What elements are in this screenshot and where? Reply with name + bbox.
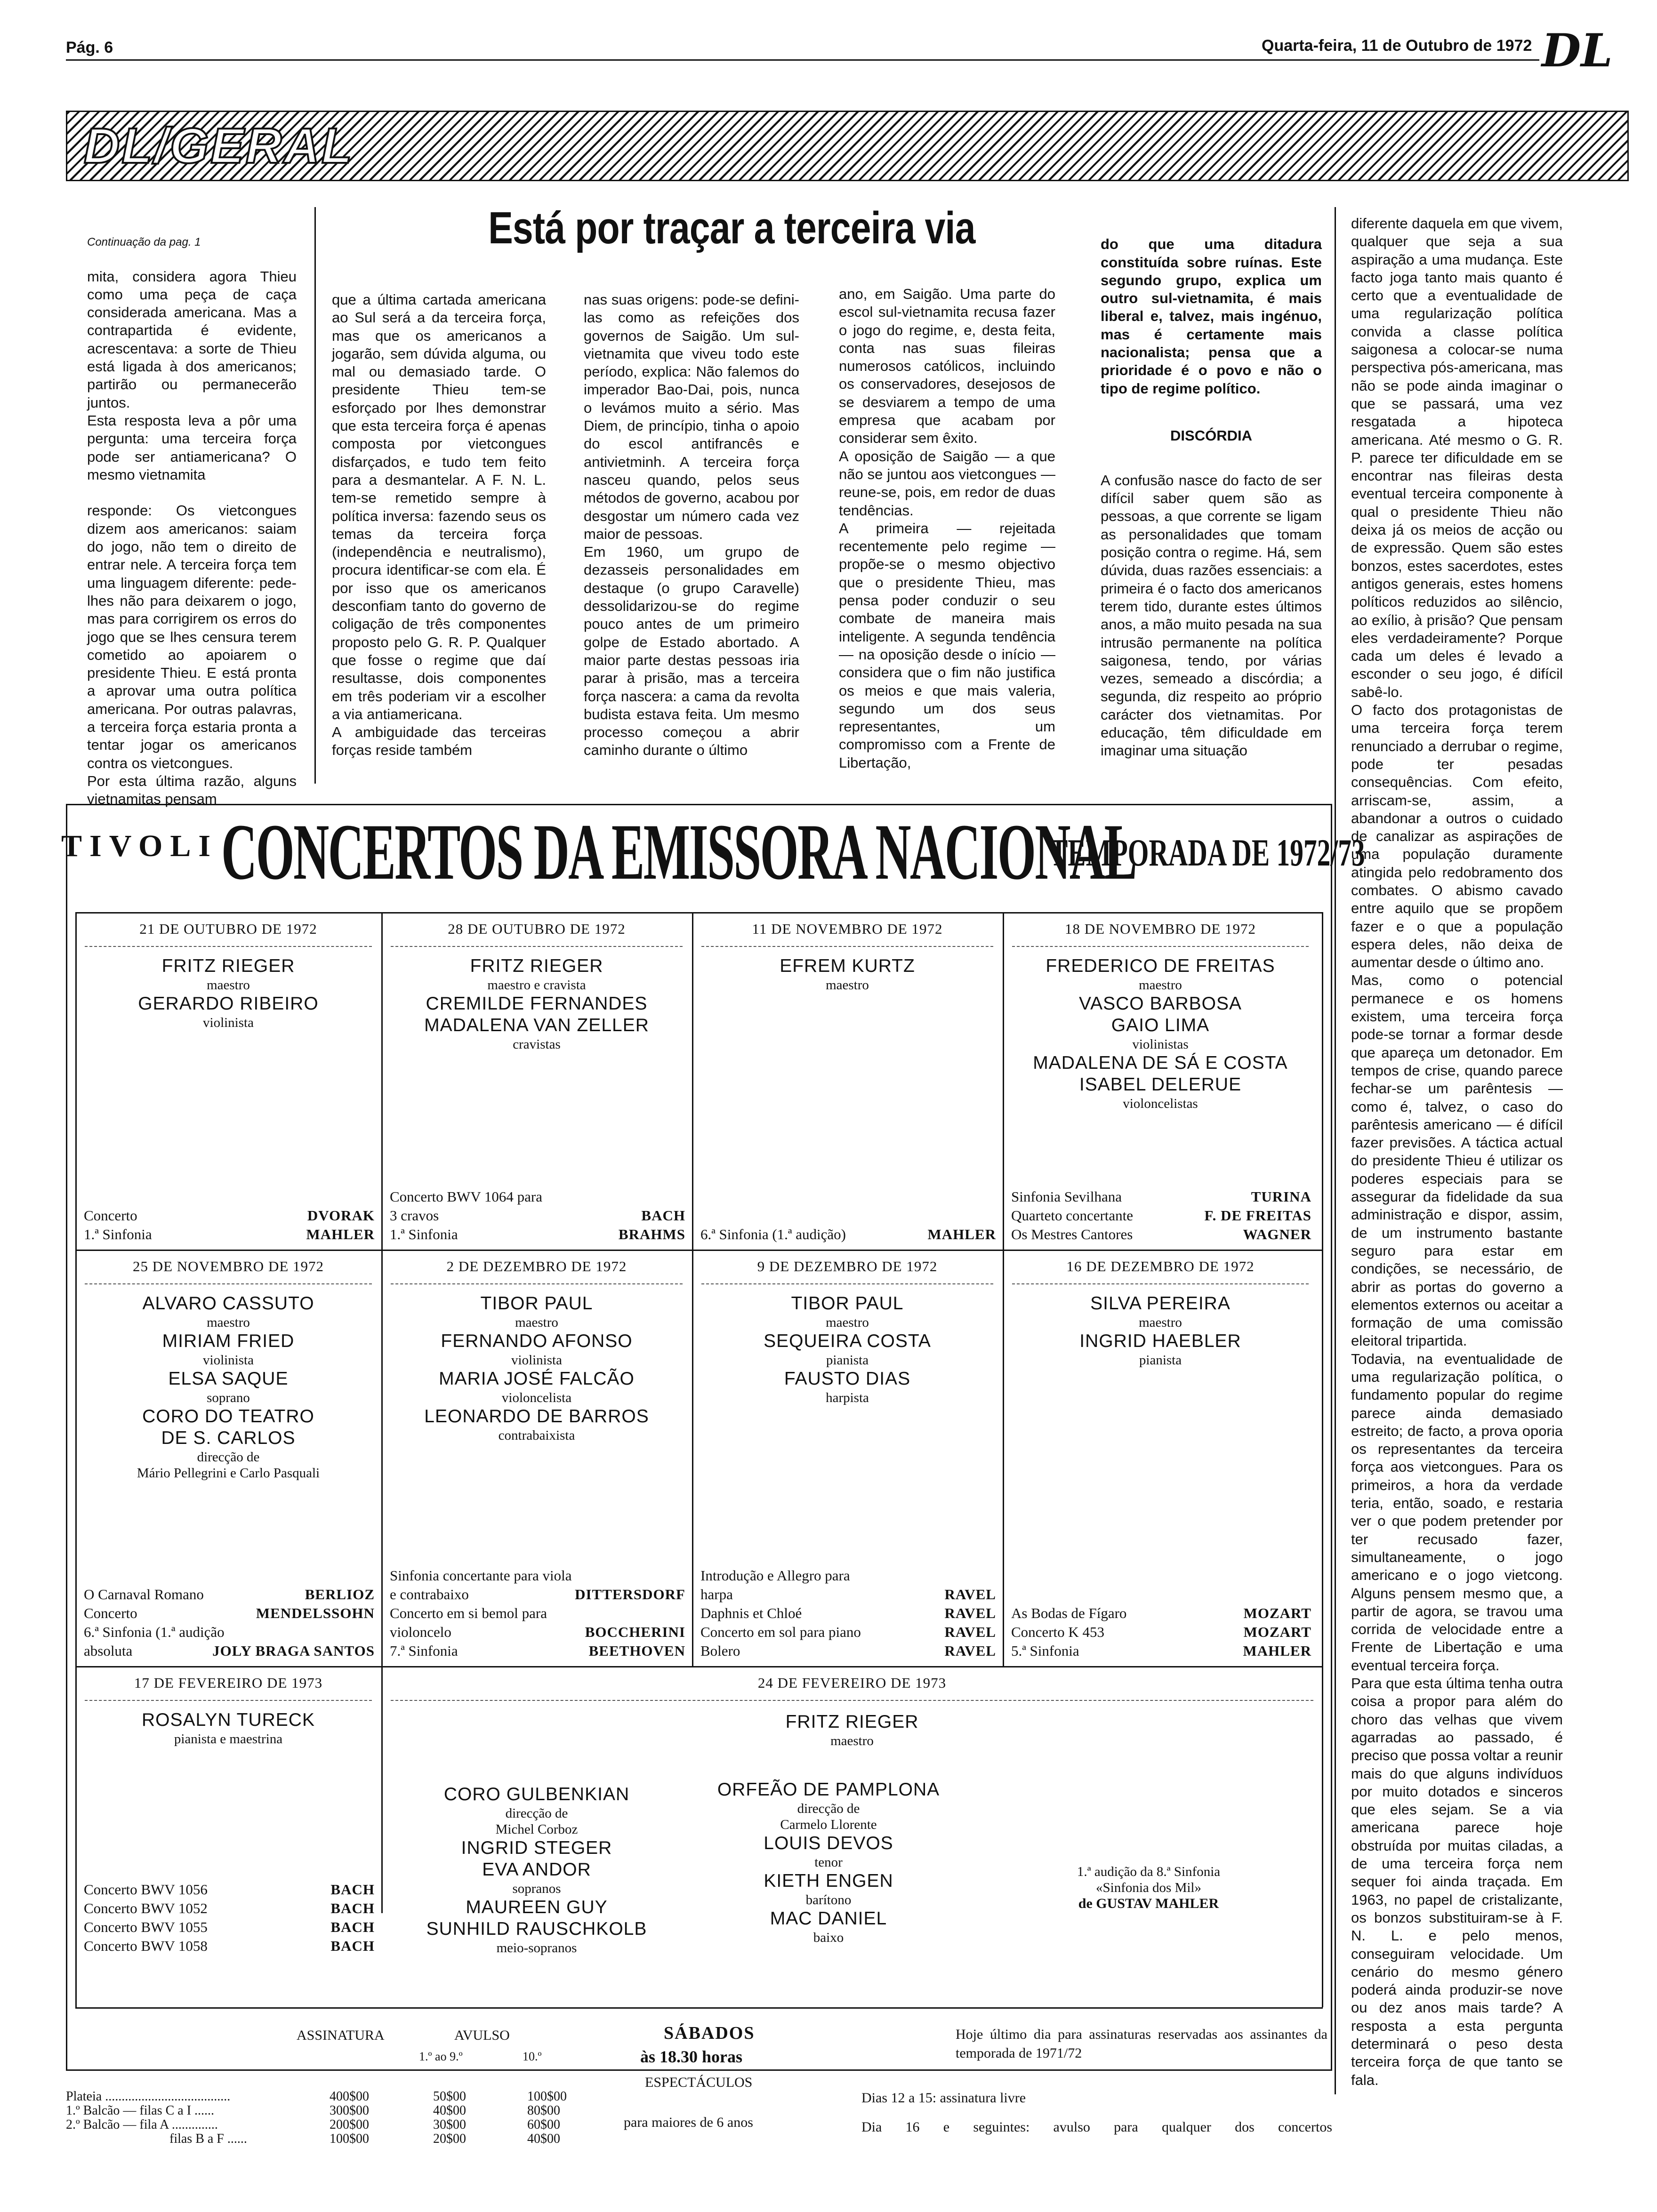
concert-cell [692, 912, 1003, 1250]
concert-date: 25 DE NOVEMBRO DE 1972 [132, 1258, 324, 1274]
performer-name: SILVA PEREIRA [1090, 1293, 1231, 1314]
subscription-header: ASSINATURA [297, 2028, 385, 2043]
performer-name: ORFEÃO DE PAMPLONA [717, 1779, 940, 1800]
concert-date: 24 DE FEVEREIRO DE 1973 [757, 1675, 947, 1691]
article-column-5 [1101, 217, 1322, 785]
program-item [390, 1206, 685, 1225]
price-cell: 2.º Balcão — fila A .............. [66, 2117, 218, 2132]
performer-name: ISABEL DELERUE [1079, 1074, 1242, 1095]
article-column-2 [332, 291, 546, 785]
performer-role: violinistas [1132, 1037, 1189, 1052]
concert-date: 16 DE DEZEMBRO DE 1972 [1066, 1258, 1255, 1274]
choir-directors: Mário Pellegrini e Carlo Pasquali [137, 1466, 320, 1481]
program-item [84, 1918, 375, 1937]
work-title: 6.ª Sinfonia (1.ª audição [84, 1624, 225, 1640]
performer-role: barítono [805, 1892, 852, 1907]
performer-role: maestro [826, 978, 869, 993]
composer: MOZART [1243, 1605, 1311, 1621]
work-title: 1.ª Sinfonia [390, 1226, 458, 1242]
concert-date: 2 DE DEZEMBRO DE 1972 [446, 1258, 627, 1274]
price-cell: 20$00 [433, 2132, 466, 2146]
performers [1003, 955, 1318, 1112]
performer-role: harpista [826, 1390, 869, 1405]
program-item [1011, 1206, 1311, 1225]
price-cell: 100$00 [527, 2089, 567, 2104]
work-title: 3 cravos [390, 1207, 439, 1224]
single-ticket-header: AVULSO [454, 2028, 510, 2043]
performer-role: Michel Corboz [495, 1822, 578, 1837]
article-headline: Está por traçar a terceira via [488, 203, 975, 253]
performers [1003, 1293, 1318, 1368]
performer-name: ALVARO CASSUTO [142, 1293, 314, 1314]
work-title: Concerto BWV 1058 [84, 1938, 208, 1954]
composer: BEETHOVEN [588, 1643, 685, 1659]
work-title: Os Mestres Cantores [1011, 1226, 1133, 1242]
work-line: 1.ª audição da 8.ª Sinfonia [1077, 1864, 1221, 1879]
work-title: 7.ª Sinfonia [390, 1643, 458, 1659]
range-header: 1.º ao 9.º [419, 2050, 463, 2063]
program-item [84, 1642, 375, 1660]
composer: BRAHMS [618, 1226, 685, 1242]
work-title: As Bodas de Fígaro [1011, 1605, 1127, 1621]
performer-name: INGRID HAEBLER [1079, 1331, 1241, 1351]
concert-cell [381, 1666, 1323, 2007]
work-title: Sinfonia Sevilhana [1011, 1188, 1122, 1205]
performer-name: LOUIS DEVOS [764, 1833, 893, 1853]
work-line: «Sinfonia dos Mil» [1096, 1880, 1201, 1895]
program [1011, 1604, 1311, 1660]
performer-name: GERARDO RIBEIRO [138, 994, 319, 1014]
price-cell: 400$00 [330, 2089, 369, 2104]
work-title: O Carnaval Romano [84, 1586, 204, 1603]
divider [85, 946, 372, 947]
performer-name: EFREM KURTZ [780, 956, 915, 976]
season-label: TEMPORADA DE 1972/73 [1050, 831, 1365, 874]
program-item [390, 1225, 685, 1244]
work-title: harpa [700, 1586, 733, 1603]
price-cell: 300$00 [330, 2103, 369, 2118]
schedule-time: às 18.30 horas [640, 2047, 743, 2066]
performer-role: maestro e cravista [487, 978, 586, 993]
performers [381, 1293, 692, 1443]
performer-role: violinista [203, 1353, 254, 1368]
program-item [84, 1585, 375, 1604]
performer-role: maestro [1139, 1315, 1182, 1330]
performers [75, 955, 381, 1031]
performer-role: meio-sopranos [496, 1940, 577, 1956]
article-column-3 [584, 291, 799, 785]
subscription-note: Hoje último dia para assinaturas reservadas aos assinantes da temporada de 1971/72 [956, 2027, 1327, 2061]
work-title: e contrabaixo [390, 1586, 469, 1603]
program-item [1011, 1623, 1311, 1642]
performer-name: FRITZ RIEGER [785, 1712, 919, 1732]
price-cell: filas B a F ...... [169, 2132, 247, 2146]
performer-name: EVA ANDOR [482, 1859, 591, 1880]
performer-role: pianista e maestrina [174, 1731, 283, 1747]
performer-role: maestro [1139, 978, 1182, 993]
article-column-1 [87, 217, 297, 808]
article-column-4 [839, 285, 1055, 784]
composer: BACH [330, 1900, 375, 1916]
performer-name: MAUREEN GUY [466, 1897, 608, 1917]
performer-role: violoncelista [501, 1390, 572, 1405]
program-item [1011, 1604, 1311, 1623]
performer-role: pianista [826, 1353, 869, 1368]
composer: F. DE FREITAS [1204, 1207, 1311, 1224]
performers [75, 1293, 381, 1481]
composer: BACH [330, 1881, 375, 1898]
price-cell: Plateia ...................................... [66, 2089, 231, 2104]
program-item [84, 1604, 375, 1623]
concert-cell [75, 912, 381, 1250]
work-title: absoluta [84, 1643, 133, 1659]
work-title: Quarteto concertante [1011, 1207, 1134, 1224]
concert-date: 17 DE FEVEREIRO DE 1973 [134, 1675, 323, 1691]
divider [391, 1700, 1313, 1701]
work-title: Concerto BWV 1056 [84, 1881, 208, 1898]
column-rule [314, 207, 316, 784]
performer-role: violinista [511, 1353, 562, 1368]
performer-name: CORO GULBENKIAN [443, 1784, 630, 1804]
work-title: Concerto em sol para piano [700, 1624, 861, 1640]
grid-rule [75, 2007, 1323, 2009]
composer: JOLY BRAGA SANTOS [212, 1643, 375, 1659]
composer: DVORAK [307, 1207, 375, 1224]
composer: WAGNER [1243, 1226, 1311, 1242]
divider [85, 1283, 372, 1284]
program-item [84, 1225, 375, 1244]
composer: MAHLER [927, 1226, 996, 1242]
last-concert-header: 10.º [523, 2050, 542, 2063]
concert-date: 21 DE OUTUBRO DE 1972 [139, 921, 317, 937]
work-title: Introdução e Allegro para [700, 1567, 850, 1584]
divider [391, 946, 683, 947]
subscription-note: Dia 16 e seguintes: avulso para qualquer dos concertos [861, 2119, 1332, 2135]
performer-role: maestro [207, 978, 250, 993]
composer: RAVEL [944, 1624, 996, 1640]
performers [692, 955, 1003, 993]
performers-right [692, 1779, 965, 1946]
work-title: 1.ª Sinfonia [84, 1226, 152, 1242]
program-item [700, 1623, 996, 1642]
article-text: do que uma ditadura constituída sobre ruínas. Este segundo grupo, explica um outro sul-vietnamita, é mais liberal e, talvez, mais ingénuo, mas é certamente mais nacionalista; pensa que a prioridade é o povo e não o tipo de regime político. [1101, 236, 1322, 397]
composer: BACH [330, 1919, 375, 1935]
work-title: 5.ª Sinfonia [1011, 1643, 1079, 1659]
program-item [84, 1899, 375, 1918]
program [700, 1225, 996, 1244]
performer-role: violinista [203, 1015, 254, 1030]
subheading: DISCÓRDIA [1170, 427, 1252, 444]
program-item [700, 1566, 996, 1585]
article-text: diferente daquela em que vivem, qualquer que seja a sua aspiração a uma mudança. Este facto joga tanto mais quanto é certo que a eventualidade de uma regularização política convida a classe política saigonesa a colocar-se numa perspectiva pós-americana, mas não se pode ainda imaginar o que se passará, uma vez resgatada a hipoteca americana. Até mesmo o G. R. P. parece ter dificuldade em se encontrar nas fileiras desta eventual terceira componente à qual o presidente Thieu não deixa já os meios de acção ou de expressão. Quem são estes bonzos, estes sacerdotes, estes antigos generais, estes homens políticos reduzidos ao silêncio, ao exílio, à prisão? Que pensam eles verdadeiramente? Porque cada um deles é levado a esconder o seu jogo, é difícil sabê-lo. O facto dos protagonistas de uma terceira força terem renunciado a derrubar o regime, pode ter pesadas consequências. Com efeito, arriscam-se, assim, a abandonar a outros o cuidado de canalizar as aspirações de uma população duramente atingida pelo redobramento dos combates. O abismo cavado entre aquilo que se propõem fazer e o que a população espera deles, não deixa de aumentar desde o último ano. Mas, como o potencial permanece e os homens existem, uma terceira força pode-se tornar a formar desde que apareça um detonador. Em tempos de crise, quando parece fechar-se um parêntesis — como é, talvez, o caso do parêntesis americano — é difícil fazer previsões. A táctica actual do presidente Thieu é utilizar os poderes especiais para se assegurar da fidelidade da sua administração e dispor, assim, de um instrumento bastante seguro para estar em condições, se necessário, de abrir as portas do governo a elementos externos ou aceitar a formação de uma comissão eleitoral tripartida. Todavia, na eventualidade de uma regularização política, o fundamento popular do regime parece ainda demasiado estreito; de facto, a prova oporia os representantes da terceira força aos vietcongues. Para os primeiros, a hora da verdade teria, então, soado, e restaria ver o que podem pretender por ter recusado fazer, simultaneamente, o jogo americano e o jogo vietcong. Alguns pensem mesmo que, a partir de agora, se travou uma corrida de velocidade entre a Frente de Libertação e uma eventual terceira força. Para que esta última tenha outra coisa a propor para além do choro das velhas que vivem agarradas ao passado, é preciso que possa voltar a reunir mais do que alguns indivíduos por muito dotados e sinceros que eles sejam. Se a via americana parece hoje obstruída por muitas ciladas, a de uma terceira força nem sequer foi ainda traçada. Em 1963, no papel de cristalizante, os bonzos substituiram-se à F. N. L. e pelo menos, conseguiram velocidade. Um cenário do mesmo género poderá ainda produzir-se nove ou dez anos mais tarde? A resposta a esta pergunta determinará o peso desta terceira força de que tanto se fala. [1351, 215, 1563, 2088]
performer-role: maestro [830, 1733, 874, 1748]
composer: BACH [641, 1207, 685, 1224]
performer-role: contrabaixista [498, 1428, 575, 1443]
concert-cell [75, 1250, 381, 1666]
conductor [381, 1711, 1323, 1749]
program-item [390, 1187, 685, 1206]
program [84, 1585, 375, 1660]
program [700, 1566, 996, 1660]
performer-role: cravistas [513, 1037, 561, 1052]
program-item [84, 1880, 375, 1899]
performer-role: Carmelo Llorente [780, 1817, 877, 1832]
divider [701, 946, 993, 947]
performer-name: DE S. CARLOS [161, 1428, 296, 1448]
performer-name: FRITZ RIEGER [161, 956, 295, 976]
divider [391, 1283, 683, 1284]
performer-role: sopranos [512, 1881, 561, 1896]
work-title: Concerto em si bemol para [390, 1605, 547, 1621]
performer-name: VASCO BARBOSA [1078, 994, 1242, 1014]
performer-role: pianista [1139, 1353, 1182, 1368]
composer: BERLIOZ [305, 1586, 375, 1603]
performer-role: soprano [207, 1390, 250, 1405]
performer-name: SEQUEIRA COSTA [764, 1331, 931, 1351]
performer-role: maestro [515, 1315, 558, 1330]
price-cell: 1.º Balcão — filas C a I ...... [66, 2103, 215, 2118]
work-title: Concerto [84, 1207, 137, 1224]
concert-cell [75, 1666, 381, 2007]
work-title: Concerto BWV 1052 [84, 1900, 208, 1916]
header-rule [66, 59, 1539, 61]
performer-name: ELSA SAQUE [168, 1369, 289, 1389]
performer-name: CORO DO TEATRO [142, 1406, 314, 1427]
performer-name: CREMILDE FERNANDES [426, 994, 648, 1014]
program-item [1011, 1187, 1311, 1206]
performer-name: FRITZ RIEGER [470, 956, 603, 976]
concert-cell [381, 1250, 692, 1666]
performer-name: TIBOR PAUL [480, 1293, 593, 1314]
performer-name: MIRIAM FRIED [162, 1331, 295, 1351]
composer: MAHLER [1243, 1643, 1311, 1659]
performer-name: MAC DANIEL [770, 1908, 887, 1929]
performers [381, 955, 692, 1052]
work [993, 1864, 1304, 1912]
composer: DITTERSDORF [575, 1586, 685, 1603]
concert-cell [1003, 1250, 1318, 1666]
program-item [84, 1937, 375, 1956]
performer-role: direcção de [197, 1450, 260, 1465]
ad-title: CONCERTOS DA EMISSORA NACIONAL [221, 808, 1136, 896]
program-item [390, 1623, 685, 1642]
price-cell: 40$00 [527, 2132, 560, 2146]
program [390, 1187, 685, 1244]
program-item [700, 1642, 996, 1660]
performer-name: ROSALYN TURECK [142, 1710, 315, 1730]
schedule-day: SÁBADOS [664, 2023, 755, 2043]
article-column-6 [1351, 215, 1563, 2095]
program-item [390, 1566, 685, 1585]
divider [1012, 946, 1309, 947]
performer-name: TIBOR PAUL [791, 1293, 904, 1314]
program [84, 1880, 375, 1956]
composer: BOCCHERINI [585, 1624, 685, 1640]
performer-name: MADALENA DE SÁ E COSTA [1033, 1053, 1288, 1073]
performer-name: GAIO LIMA [1111, 1015, 1210, 1035]
work-title: violoncelo [390, 1624, 451, 1640]
concert-cell [1003, 912, 1318, 1250]
program-item [84, 1206, 375, 1225]
concert-date: 9 DE DEZEMBRO DE 1972 [757, 1258, 938, 1274]
work-title: Concerto K 453 [1011, 1624, 1105, 1640]
concert-cell [692, 1250, 1003, 1666]
work-line: de GUSTAV MAHLER [1078, 1896, 1219, 1911]
page-number: Pág. 6 [66, 39, 113, 56]
article-text: que a última cartada americana ao Sul será a da terceira força, mas que os americanos a jogarão, sem dúvida alguma, ou mal ou demasiado tarde. O presidente Thieu tem-se esforçado por lhes demonstrar que esta terceira força é apenas composta por vietcongues disfarçados, e tudo tem feito para a desmantelar. A F. N. L. tem-se remetido sempre à política inversa: fazendo seus os temas da terceira força (independência e neutralismo), procura identificar-se com ela. É por isso que os americanos desconfiam tanto do governo de coligação de três componentes proposto pelo G. R. P. Qualquer que fosse o regime que daí resultasse, dois componentes em três poderiam vir a escolher a via antiamericana. A ambiguidade das terceiras forças reside também [332, 291, 546, 759]
price-cell: 30$00 [433, 2117, 466, 2132]
work-title: Concerto [84, 1605, 137, 1621]
price-cell: 200$00 [330, 2117, 369, 2132]
work-title: Bolero [700, 1643, 740, 1659]
program-item [700, 1585, 996, 1604]
composer: RAVEL [944, 1605, 996, 1621]
concert-date: 11 DE NOVEMBRO DE 1972 [752, 921, 943, 937]
work-title: Daphnis et Chloé [700, 1605, 802, 1621]
performer-name: FREDERICO DE FREITAS [1046, 956, 1275, 976]
performer-role: maestro [207, 1315, 250, 1330]
performer-name: FERNANDO AFONSO [441, 1331, 633, 1351]
newspaper-logo: DL [1542, 24, 1613, 77]
price-cell: 80$00 [527, 2103, 560, 2118]
article-text: A confusão nasce do facto de ser difícil saber quem são as pessoas, a que corrente se ligam as personalidades que tomam posição contra o regime. Há, sem dúvida, duas razões essenciais: a primeira é o facto dos americanos terem tido, durante estes últimos anos, a mão muito pesada na sua intrusão permanente na política saigonesa, tendo, por várias vezes, semeado a discórdia; a segunda, diz respeito ao próprio carácter dos vietnamitas. Por educação, têm dificuldade em imaginar uma situação [1101, 472, 1322, 759]
composer: BACH [330, 1938, 375, 1954]
section-title: DL/GERAL [84, 118, 354, 174]
program-item [390, 1642, 685, 1660]
divider [85, 1700, 372, 1701]
performers-left [400, 1784, 673, 1956]
price-cell: 100$00 [330, 2132, 369, 2146]
performers [75, 1709, 381, 1747]
section-band [66, 111, 1629, 181]
program-item [700, 1604, 996, 1623]
performers [692, 1293, 1003, 1406]
article-text: nas suas origens: pode-se defini-las como as refeições dos governos de Saigão. Um sul-vietnamita que viveu todo este período, explica: Não falemos do imperador Bao-Dai, pois, nunca o levámos muito a sério. Mas Diem, de princípio, tinha o apoio do escol antifrancês e antivietminh. A terceira força nasceu quando, pelos seus métodos de governo, acabou por desgostar um número cada vez maior de pessoas. Em 1960, um grupo de dezasseis personalidades em destaque (o grupo Caravelle) dessolidarizou-se do regime pouco antes de um primeiro golpe de Estado abortado. A maior parte destas pessoas iria parar à prisão, mas a terceira força nascera: a cama da revolta budista estava feita. Um mesmo processo começou a abrir caminho durante o último [584, 291, 799, 759]
performer-role: violoncelistas [1123, 1096, 1198, 1111]
article-text: ano, em Saigão. Uma parte do escol sul-vietnamita recusa fazer o jogo do regime, e, desta feita, conta nas suas fileiras numerosos católicos, incluindo os conservadores, desejosos de se desviarem a tempo de uma empresa que acabam por considerar sem êxito. A oposição de Saigão — a que não se juntou aos vietcongues — reune-se, pois, em redor de duas tendências. A primeira — rejeitada recentemente pelo regime — propõe-se o mesmo objectivo que o presidente Thieu, mas pensa poder conduzir o seu combate de maneira mais inteligente. A segunda tendência — na oposição desde o início — considera que o fim não justifica os meios e que mais valeria, segundo um dos seus representantes, um compromisso com a Frente de Libertação, [839, 286, 1055, 771]
performer-name: MADALENA VAN ZELLER [424, 1015, 649, 1035]
program [84, 1206, 375, 1244]
program-item [1011, 1225, 1311, 1244]
performer-name: MARIA JOSÉ FALCÃO [439, 1369, 635, 1389]
composer: RAVEL [944, 1643, 996, 1659]
work-title: Concerto BWV 1064 para [390, 1188, 542, 1205]
composer: TURINA [1251, 1188, 1311, 1205]
divider [701, 1283, 993, 1284]
article-text: mita, considera agora Thieu como uma peça de caça considerada americana. Mas a contrapartida é evidente, acrescentava: a sorte de Thieu está ligada à dos americanos; partirão ou permanecerão juntos. Esta resposta leva a pôr uma pergunta: uma terceira força pode ser antiamericana? O mesmo vietnamita responde: Os vietcongues dizem aos americanos: saiam do jogo, não tem o direito de entrar nele. A terceira força tem uma linguagem diferente: pede-lhes não para deixarem o jogo, mas para corrigirem os erros do jogo que se lhes censura terem cometido ao apoiarem o presidente Thieu. E está pronta a aprovar uma outra política americana. Por outras palavras, a terceira força estaria pronta a tentar jogar os americanos contra os vietcongues. Por esta última razão, alguns vietnamitas pensam [87, 268, 297, 808]
continuation-note: Continuação da pag. 1 [87, 236, 201, 249]
composer: MAHLER [306, 1226, 375, 1242]
work-title: 6.ª Sinfonia (1.ª audição) [700, 1226, 846, 1242]
program-item [700, 1225, 996, 1244]
performer-name: LEONARDO DE BARROS [424, 1406, 649, 1427]
price-cell: 50$00 [433, 2089, 466, 2104]
performer-name: SUNHILD RAUSCHKOLB [426, 1919, 647, 1939]
program-item [1011, 1642, 1311, 1660]
work-title: Sinfonia concertante para viola [390, 1567, 572, 1584]
performer-role: direcção de [505, 1806, 568, 1821]
concert-date: 28 DE OUTUBRO DE 1972 [448, 921, 626, 937]
concert-cell [381, 912, 692, 1250]
performer-role: baixo [813, 1930, 844, 1945]
program-item [390, 1604, 685, 1623]
program-item [390, 1585, 685, 1604]
program-item [84, 1623, 375, 1642]
price-cell: 60$00 [527, 2117, 560, 2132]
schedule-type: ESPECTÁCULOS [645, 2075, 753, 2090]
performer-role: maestro [826, 1315, 869, 1330]
issue-date: Quarta-feira, 11 de Outubro de 1972 [1262, 37, 1532, 55]
work-title: Concerto BWV 1055 [84, 1919, 208, 1935]
performer-name: KIETH ENGEN [764, 1871, 893, 1891]
concert-date: 18 DE NOVEMBRO DE 1972 [1064, 921, 1256, 937]
program [390, 1566, 685, 1660]
age-restriction: para maiores de 6 anos [624, 2115, 753, 2130]
performer-role: tenor [814, 1855, 843, 1870]
performer-name: FAUSTO DIAS [784, 1369, 911, 1389]
performer-name: INGRID STEGER [461, 1838, 612, 1858]
subscription-note: Dias 12 a 15: assinatura livre [861, 2090, 1026, 2106]
composer: MENDELSSOHN [256, 1605, 375, 1621]
venue-name: TIVOLI [61, 829, 218, 863]
composer: MOZART [1243, 1624, 1311, 1640]
program [1011, 1187, 1311, 1244]
performer-role: direcção de [797, 1801, 860, 1816]
price-cell: 40$00 [433, 2103, 466, 2118]
column-rule [1335, 207, 1336, 2094]
divider [1012, 1283, 1309, 1284]
composer: RAVEL [944, 1586, 996, 1603]
